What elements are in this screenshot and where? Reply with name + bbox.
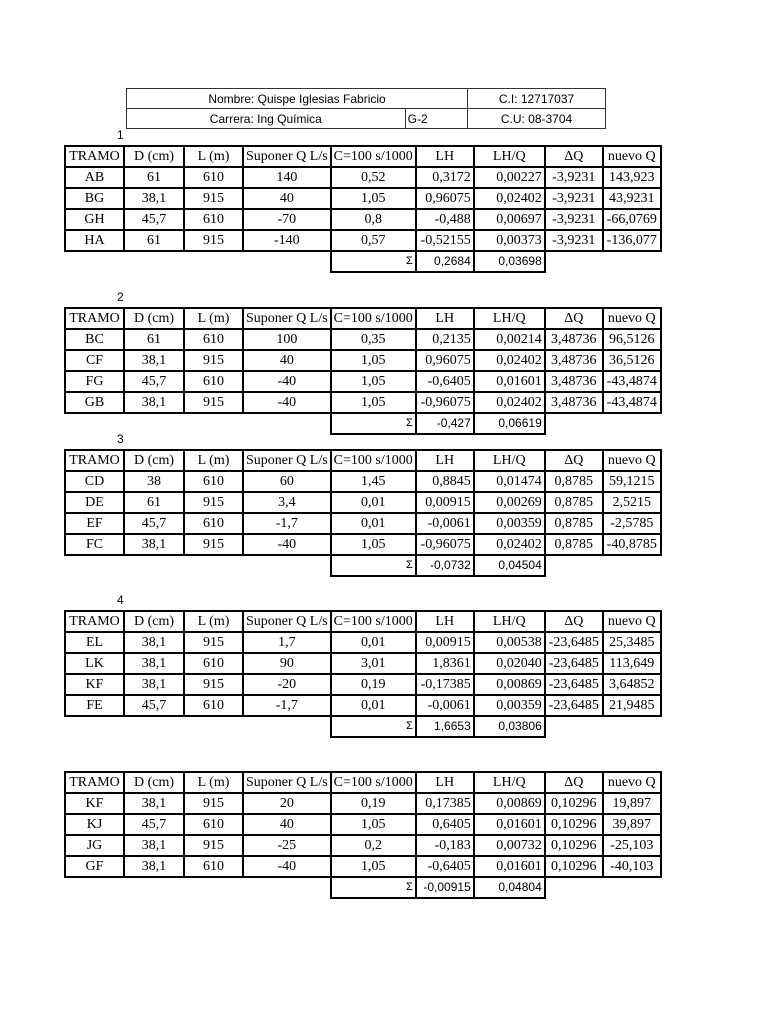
table-cell: 0,02402: [474, 534, 545, 555]
table-row: [65, 793, 661, 814]
column-header: nuevo Q: [603, 772, 661, 793]
table-cell: 0,10296: [545, 835, 603, 856]
table-cell: -0,0061: [416, 695, 474, 716]
table-cell: AB: [65, 167, 124, 188]
table-cell: -140: [243, 230, 331, 251]
table-cell: 19,897: [603, 793, 661, 814]
column-header: LH: [416, 308, 474, 329]
table-cell: 3,48736: [545, 350, 603, 371]
table-cell: CD: [65, 471, 124, 492]
table-cell: 0,19: [331, 674, 416, 695]
column-header: LH: [416, 146, 474, 167]
column-header: nuevo Q: [603, 450, 661, 471]
table-cell: -40: [243, 856, 331, 877]
table-row: [65, 329, 661, 350]
table-cell: 0,02402: [474, 392, 545, 413]
table-cell: -25: [243, 835, 331, 856]
table-cell: 1,05: [331, 814, 416, 835]
table-cell: 610: [184, 471, 243, 492]
table-cell: 45,7: [124, 695, 184, 716]
column-header: ΔQ: [545, 611, 603, 632]
table-cell: 610: [184, 167, 243, 188]
table-cell: 25,3485: [603, 632, 661, 653]
table-cell: 1,05: [331, 350, 416, 371]
column-header: TRAMO: [65, 772, 124, 793]
table-cell: LK: [65, 653, 124, 674]
table-cell: -40: [243, 392, 331, 413]
table-cell: 610: [184, 329, 243, 350]
column-header: C=100 s/1000: [331, 146, 416, 167]
table-cell: 38,1: [124, 188, 184, 209]
table-cell: 0,00214: [474, 329, 545, 350]
table-cell: 0,8785: [545, 513, 603, 534]
table-cell: 45,7: [124, 371, 184, 392]
table-cell: 0,6405: [416, 814, 474, 835]
table-cell: 915: [184, 188, 243, 209]
student-cu: C.U: 08-3704: [468, 109, 606, 129]
sum-row: [65, 251, 661, 272]
table-cell: 0,01: [331, 513, 416, 534]
column-header: L (m): [184, 450, 243, 471]
table-cell: -0,96075: [416, 392, 474, 413]
column-header: LH: [416, 611, 474, 632]
table-cell: 38,1: [124, 392, 184, 413]
table-cell: 0,00269: [474, 492, 545, 513]
sum-row: [65, 716, 661, 737]
column-header: TRAMO: [65, 308, 124, 329]
column-header: D (cm): [124, 146, 184, 167]
table-cell: FC: [65, 534, 124, 555]
sum-row-spacer: [65, 716, 331, 737]
table-cell: 38,1: [124, 653, 184, 674]
table-cell: 96,5126: [603, 329, 661, 350]
table-cell: 610: [184, 371, 243, 392]
table-cell: DE: [65, 492, 124, 513]
table-cell: 0,10296: [545, 814, 603, 835]
column-header: nuevo Q: [603, 146, 661, 167]
table-cell: 915: [184, 392, 243, 413]
column-header: C=100 s/1000: [331, 308, 416, 329]
sum-lh: -0,0732: [416, 555, 474, 576]
table-cell: 610: [184, 653, 243, 674]
table-cell: -66,0769: [603, 209, 661, 230]
table-cell: KJ: [65, 814, 124, 835]
table-cell: -40,8785: [603, 534, 661, 555]
table-cell: -0,96075: [416, 534, 474, 555]
table-row: [65, 350, 661, 371]
table-cell: 2,5215: [603, 492, 661, 513]
column-header: Suponer Q L/s: [243, 611, 331, 632]
table-cell: -0,52155: [416, 230, 474, 251]
table-cell: 38,1: [124, 835, 184, 856]
table-cell: 0,02402: [474, 188, 545, 209]
table-cell: -0,183: [416, 835, 474, 856]
table-cell: 20: [243, 793, 331, 814]
table-cell: -23,6485: [545, 674, 603, 695]
table-cell: CF: [65, 350, 124, 371]
sum-symbol: Σ: [331, 877, 416, 898]
table-cell: 38,1: [124, 350, 184, 371]
table-cell: 915: [184, 534, 243, 555]
table-cell: 0,00227: [474, 167, 545, 188]
sum-symbol: Σ: [331, 555, 416, 576]
table-cell: -0,17385: [416, 674, 474, 695]
column-header: LH: [416, 450, 474, 471]
column-header: LH/Q: [474, 308, 545, 329]
table-cell: 0,01601: [474, 814, 545, 835]
sum-row: [65, 413, 661, 434]
sum-row-spacer: [545, 413, 661, 434]
table-cell: -3,9231: [545, 230, 603, 251]
table-cell: 0,01601: [474, 856, 545, 877]
sum-lh: 1,6653: [416, 716, 474, 737]
table-cell: 0,8785: [545, 534, 603, 555]
sum-symbol: Σ: [331, 716, 416, 737]
sum-row-spacer: [545, 716, 661, 737]
table-cell: 0,10296: [545, 856, 603, 877]
section-number: 2: [117, 290, 124, 304]
column-header: L (m): [184, 772, 243, 793]
table-header-row: [65, 308, 661, 329]
sum-lhq: 0,04804: [474, 877, 545, 898]
table-cell: 1,05: [331, 856, 416, 877]
table-cell: 45,7: [124, 513, 184, 534]
table-cell: GB: [65, 392, 124, 413]
sum-lh: 0,2684: [416, 251, 474, 272]
table-cell: -1,7: [243, 695, 331, 716]
table-cell: BG: [65, 188, 124, 209]
table-cell: 61: [124, 230, 184, 251]
table-cell: 0,01: [331, 492, 416, 513]
table-cell: 1,05: [331, 371, 416, 392]
sum-lhq: 0,04504: [474, 555, 545, 576]
section-number: 4: [117, 593, 124, 607]
column-header: L (m): [184, 611, 243, 632]
table-cell: -70: [243, 209, 331, 230]
sum-row-spacer: [545, 877, 661, 898]
table-cell: -20: [243, 674, 331, 695]
column-header: LH: [416, 772, 474, 793]
table-cell: 38,1: [124, 856, 184, 877]
sum-symbol: Σ: [331, 251, 416, 272]
loop-table: [64, 771, 662, 899]
column-header: D (cm): [124, 772, 184, 793]
student-info-header: [126, 88, 606, 129]
table-cell: 915: [184, 674, 243, 695]
table-cell: 0,17385: [416, 793, 474, 814]
table-cell: 0,00359: [474, 695, 545, 716]
column-header: ΔQ: [545, 146, 603, 167]
table-row: [65, 471, 661, 492]
table-cell: 1,05: [331, 188, 416, 209]
table-cell: 39,897: [603, 814, 661, 835]
column-header: C=100 s/1000: [331, 450, 416, 471]
sum-row-spacer: [65, 555, 331, 576]
table-row: [65, 188, 661, 209]
column-header: D (cm): [124, 450, 184, 471]
sum-row-spacer: [65, 413, 331, 434]
column-header: LH/Q: [474, 611, 545, 632]
table-cell: -0,6405: [416, 371, 474, 392]
table-cell: 1,7: [243, 632, 331, 653]
table-cell: KF: [65, 674, 124, 695]
table-row: [65, 814, 661, 835]
column-header: Suponer Q L/s: [243, 772, 331, 793]
sum-row: [65, 877, 661, 898]
column-header: L (m): [184, 308, 243, 329]
table-cell: GH: [65, 209, 124, 230]
table-cell: 3,01: [331, 653, 416, 674]
table-cell: -43,4874: [603, 371, 661, 392]
column-header: nuevo Q: [603, 308, 661, 329]
table-cell: 915: [184, 230, 243, 251]
table-row: [65, 856, 661, 877]
table-cell: 38,1: [124, 674, 184, 695]
table-cell: 38,1: [124, 793, 184, 814]
table-cell: -3,9231: [545, 209, 603, 230]
sum-row-spacer: [65, 877, 331, 898]
loop-table: [64, 610, 662, 738]
table-cell: BC: [65, 329, 124, 350]
table-cell: 915: [184, 350, 243, 371]
table-cell: 0,01474: [474, 471, 545, 492]
table-cell: 0,52: [331, 167, 416, 188]
table-cell: 610: [184, 695, 243, 716]
table-cell: 36,5126: [603, 350, 661, 371]
table-header-row: [65, 146, 661, 167]
table-cell: GF: [65, 856, 124, 877]
table-cell: 0,01601: [474, 371, 545, 392]
table-cell: -23,6485: [545, 632, 603, 653]
table-cell: 915: [184, 835, 243, 856]
table-cell: 38,1: [124, 632, 184, 653]
table-header-row: [65, 772, 661, 793]
table-cell: -136,077: [603, 230, 661, 251]
table-cell: 0,00869: [474, 793, 545, 814]
table-cell: 3,64852: [603, 674, 661, 695]
sum-row-spacer: [545, 555, 661, 576]
table-cell: 100: [243, 329, 331, 350]
table-row: [65, 392, 661, 413]
table-cell: -40: [243, 371, 331, 392]
table-cell: 43,9231: [603, 188, 661, 209]
table-row: [65, 632, 661, 653]
table-cell: 0,8785: [545, 492, 603, 513]
table-cell: 0,00373: [474, 230, 545, 251]
table-cell: 0,00869: [474, 674, 545, 695]
table-cell: 1,05: [331, 392, 416, 413]
column-header: TRAMO: [65, 611, 124, 632]
section-number: 1: [117, 128, 124, 142]
column-header: Suponer Q L/s: [243, 308, 331, 329]
sum-lhq: 0,03698: [474, 251, 545, 272]
table-cell: 0,01: [331, 632, 416, 653]
sum-row-spacer: [65, 251, 331, 272]
column-header: TRAMO: [65, 146, 124, 167]
column-header: C=100 s/1000: [331, 611, 416, 632]
sum-lhq: 0,06619: [474, 413, 545, 434]
table-cell: 0,00732: [474, 835, 545, 856]
table-cell: 113,649: [603, 653, 661, 674]
table-cell: 1,05: [331, 534, 416, 555]
table-cell: 915: [184, 492, 243, 513]
table-row: [65, 209, 661, 230]
table-cell: 1,8361: [416, 653, 474, 674]
table-cell: 40: [243, 814, 331, 835]
table-cell: 610: [184, 513, 243, 534]
sum-symbol: Σ: [331, 413, 416, 434]
table-cell: 0,96075: [416, 350, 474, 371]
table-cell: 61: [124, 167, 184, 188]
table-cell: 60: [243, 471, 331, 492]
table-cell: 0,01: [331, 695, 416, 716]
table-cell: -1,7: [243, 513, 331, 534]
table-row: [65, 492, 661, 513]
column-header: ΔQ: [545, 772, 603, 793]
table-cell: 0,2135: [416, 329, 474, 350]
table-cell: 3,48736: [545, 329, 603, 350]
table-cell: 915: [184, 632, 243, 653]
table-cell: 0,00915: [416, 632, 474, 653]
table-cell: 610: [184, 856, 243, 877]
table-cell: 3,48736: [545, 392, 603, 413]
table-cell: 0,96075: [416, 188, 474, 209]
table-row: [65, 167, 661, 188]
table-cell: 59,1215: [603, 471, 661, 492]
table-cell: FG: [65, 371, 124, 392]
table-row: [65, 513, 661, 534]
column-header: Suponer Q L/s: [243, 450, 331, 471]
student-group: G-2: [405, 109, 467, 129]
table-cell: 38,1: [124, 534, 184, 555]
table-cell: 3,4: [243, 492, 331, 513]
table-cell: 0,8785: [545, 471, 603, 492]
table-cell: 0,8845: [416, 471, 474, 492]
table-cell: 1,45: [331, 471, 416, 492]
table-cell: 0,10296: [545, 793, 603, 814]
table-header-row: [65, 450, 661, 471]
table-row: [65, 230, 661, 251]
table-cell: 140: [243, 167, 331, 188]
table-cell: EL: [65, 632, 124, 653]
sum-lh: -0,00915: [416, 877, 474, 898]
table-cell: -23,6485: [545, 695, 603, 716]
table-cell: 0,00697: [474, 209, 545, 230]
table-cell: 38: [124, 471, 184, 492]
table-cell: 0,02402: [474, 350, 545, 371]
table-cell: -43,4874: [603, 392, 661, 413]
table-cell: 45,7: [124, 814, 184, 835]
column-header: ΔQ: [545, 308, 603, 329]
table-cell: 61: [124, 492, 184, 513]
table-cell: 0,8: [331, 209, 416, 230]
table-cell: -0,488: [416, 209, 474, 230]
table-cell: -23,6485: [545, 653, 603, 674]
table-cell: FE: [65, 695, 124, 716]
table-cell: 45,7: [124, 209, 184, 230]
table-row: [65, 674, 661, 695]
column-header: TRAMO: [65, 450, 124, 471]
table-cell: 90: [243, 653, 331, 674]
column-header: LH/Q: [474, 450, 545, 471]
table-cell: -40,103: [603, 856, 661, 877]
sum-lhq: 0,03806: [474, 716, 545, 737]
table-cell: 610: [184, 814, 243, 835]
table-cell: 21,9485: [603, 695, 661, 716]
table-cell: -25,103: [603, 835, 661, 856]
sum-row: [65, 555, 661, 576]
table-cell: 40: [243, 188, 331, 209]
column-header: ΔQ: [545, 450, 603, 471]
column-header: Suponer Q L/s: [243, 146, 331, 167]
table-cell: 0,35: [331, 329, 416, 350]
table-row: [65, 835, 661, 856]
section-number: 3: [117, 432, 124, 446]
table-cell: -3,9231: [545, 167, 603, 188]
student-name: Nombre: Quispe Iglesias Fabricio: [127, 89, 468, 109]
column-header: LH/Q: [474, 146, 545, 167]
table-row: [65, 653, 661, 674]
table-cell: 40: [243, 350, 331, 371]
sum-lh: -0,427: [416, 413, 474, 434]
loop-table: [64, 307, 662, 435]
table-header-row: [65, 611, 661, 632]
table-cell: 143,923: [603, 167, 661, 188]
table-cell: 0,2: [331, 835, 416, 856]
table-row: [65, 534, 661, 555]
column-header: D (cm): [124, 308, 184, 329]
table-cell: 3,48736: [545, 371, 603, 392]
table-cell: 0,57: [331, 230, 416, 251]
table-cell: KF: [65, 793, 124, 814]
table-cell: -40: [243, 534, 331, 555]
table-cell: 0,00359: [474, 513, 545, 534]
table-cell: 610: [184, 209, 243, 230]
table-cell: -0,0061: [416, 513, 474, 534]
loop-table: [64, 145, 662, 273]
table-cell: 915: [184, 793, 243, 814]
table-cell: -3,9231: [545, 188, 603, 209]
column-header: LH/Q: [474, 772, 545, 793]
sum-row-spacer: [545, 251, 661, 272]
student-ci: C.I: 12717037: [468, 89, 606, 109]
loop-table: [64, 449, 662, 577]
table-row: [65, 695, 661, 716]
table-cell: 0,19: [331, 793, 416, 814]
table-cell: 0,02040: [474, 653, 545, 674]
student-career: Carrera: Ing Química: [127, 109, 406, 129]
table-row: [65, 371, 661, 392]
table-cell: 0,3172: [416, 167, 474, 188]
column-header: D (cm): [124, 611, 184, 632]
table-cell: EF: [65, 513, 124, 534]
table-cell: 0,00915: [416, 492, 474, 513]
table-cell: -0,6405: [416, 856, 474, 877]
column-header: nuevo Q: [603, 611, 661, 632]
table-cell: JG: [65, 835, 124, 856]
table-cell: 61: [124, 329, 184, 350]
column-header: L (m): [184, 146, 243, 167]
table-cell: HA: [65, 230, 124, 251]
column-header: C=100 s/1000: [331, 772, 416, 793]
table-cell: 0,00538: [474, 632, 545, 653]
table-cell: -2,5785: [603, 513, 661, 534]
